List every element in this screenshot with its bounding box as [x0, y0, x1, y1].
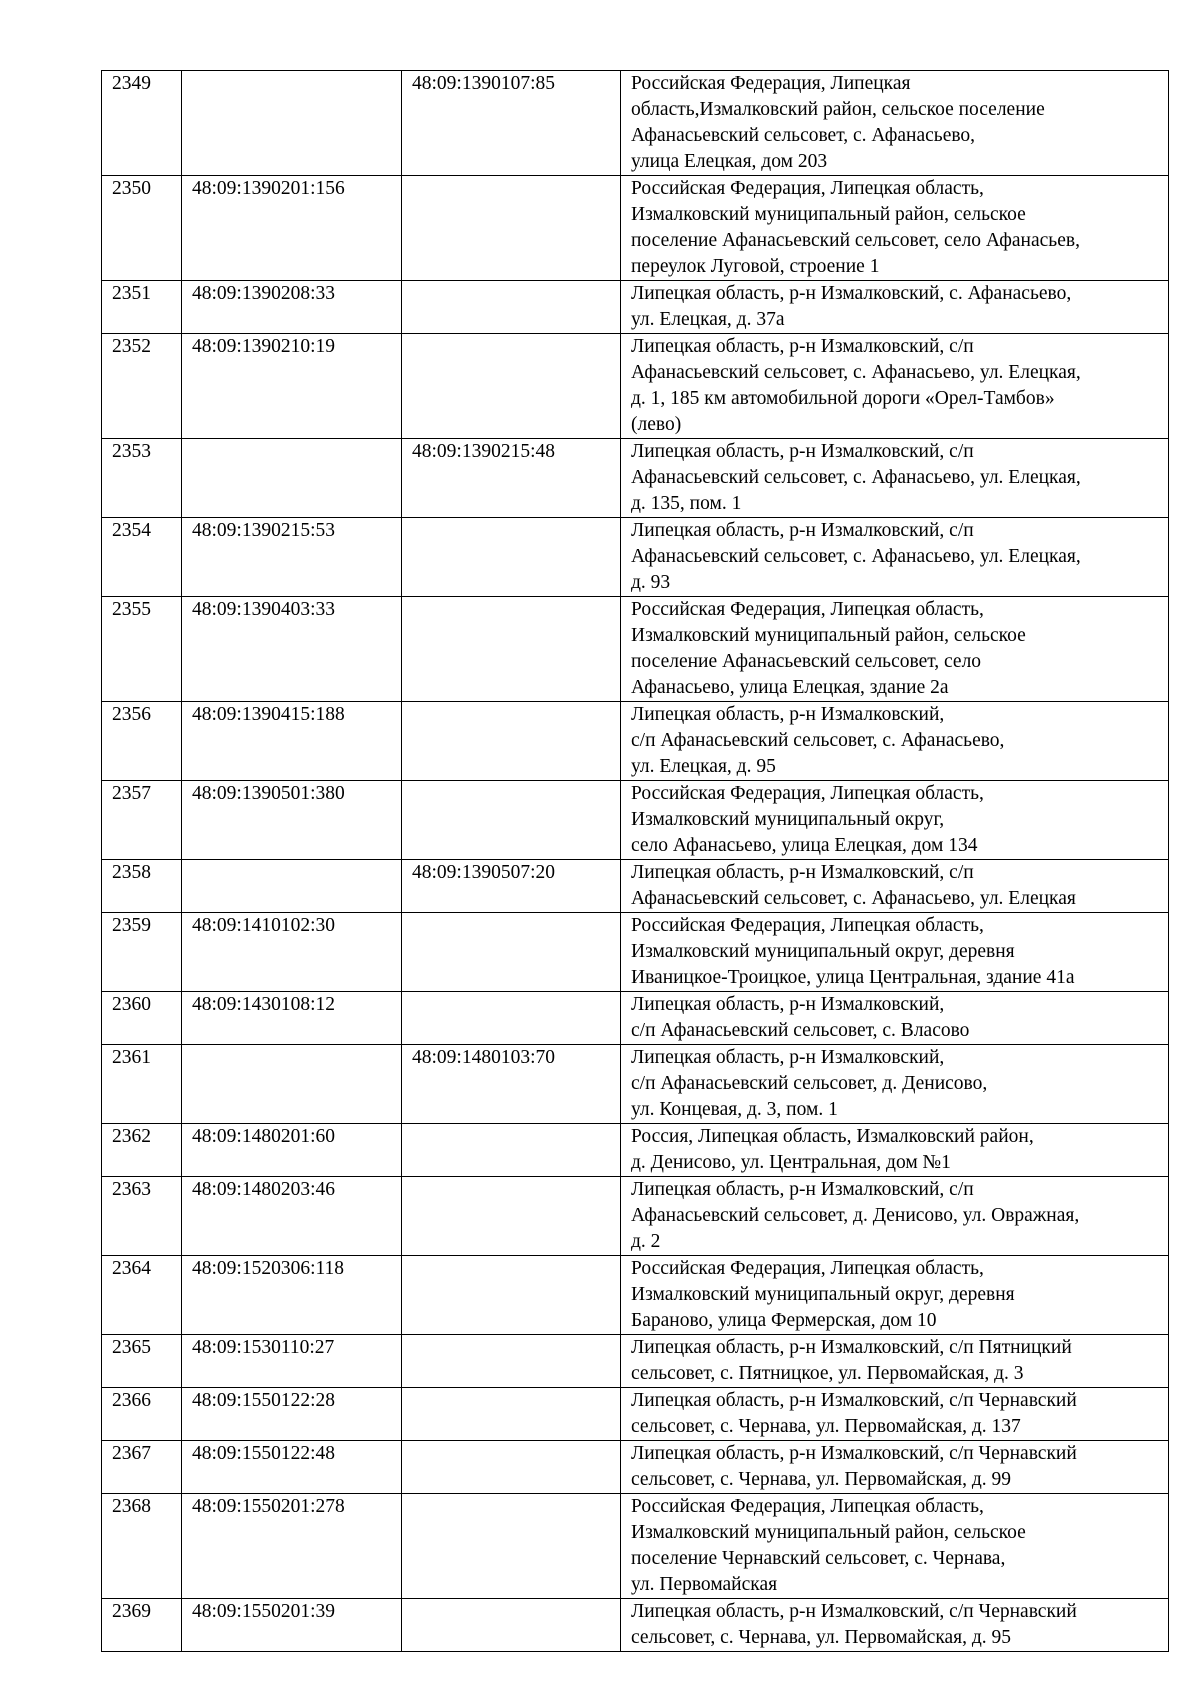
- building-cadastral-number-cell: [402, 702, 621, 781]
- building-cadastral-number-cell: [402, 992, 621, 1045]
- table-row: [102, 1177, 1169, 1256]
- table-row: [102, 1599, 1169, 1652]
- address-cell: Российская Федерация, Липецкая область, Измалковский муниципальный район, сельское поселение Афанасьевский сельсовет, село Афанасьево, улица Елецкая, здание 2а: [621, 597, 1169, 702]
- building-cadastral-number-cell: 48:09:1390507:20: [402, 860, 621, 913]
- building-cadastral-number-cell: [402, 597, 621, 702]
- address-cell: Российская Федерация, Липецкая область,Измалковский район, сельское поселение Афанасьевский сельсовет, с. Афанасьево, улица Елецкая, дом 203: [621, 71, 1169, 176]
- land-cadastral-number-cell: 48:09:1410102:30: [182, 913, 402, 992]
- building-cadastral-number-cell: [402, 781, 621, 860]
- address-cell: Липецкая область, р-н Измалковский, с/п Афанасьевский сельсовет, с. Афанасьево, ул. Елецкая: [621, 860, 1169, 913]
- table-row: [102, 992, 1169, 1045]
- row-number-cell: 2358: [102, 860, 182, 913]
- table-row: [102, 597, 1169, 702]
- address-cell: Липецкая область, р-н Измалковский, с/п Афанасьевский сельсовет, д. Денисово, ул. Концевая, д. 3, пом. 1: [621, 1045, 1169, 1124]
- building-cadastral-number-cell: [402, 913, 621, 992]
- building-cadastral-number-cell: [402, 1256, 621, 1335]
- row-number-cell: 2369: [102, 1599, 182, 1652]
- row-number-cell: 2355: [102, 597, 182, 702]
- row-number-cell: 2360: [102, 992, 182, 1045]
- land-cadastral-number-cell: [182, 860, 402, 913]
- building-cadastral-number-cell: 48:09:1480103:70: [402, 1045, 621, 1124]
- address-cell: Российская Федерация, Липецкая область, Измалковский муниципальный округ, деревня Иваницкое-Троицкое, улица Центральная, здание 41а: [621, 913, 1169, 992]
- land-cadastral-number-cell: 48:09:1390403:33: [182, 597, 402, 702]
- address-cell: Липецкая область, р-н Измалковский, с/п Пятницкий сельсовет, с. Пятницкое, ул. Первомайская, д. 3: [621, 1335, 1169, 1388]
- building-cadastral-number-cell: [402, 1388, 621, 1441]
- table-row: [102, 1045, 1169, 1124]
- building-cadastral-number-cell: [402, 1441, 621, 1494]
- building-cadastral-number-cell: 48:09:1390107:85: [402, 71, 621, 176]
- row-number-cell: 2362: [102, 1124, 182, 1177]
- table-row: [102, 1494, 1169, 1599]
- table-row: [102, 176, 1169, 281]
- row-number-cell: 2357: [102, 781, 182, 860]
- building-cadastral-number-cell: [402, 518, 621, 597]
- table-row: [102, 334, 1169, 439]
- address-cell: Липецкая область, р-н Измалковский, с. Афанасьево, ул. Елецкая, д. 37а: [621, 281, 1169, 334]
- address-cell: Липецкая область, р-н Измалковский, с/п Афанасьевский сельсовет, с. Власово: [621, 992, 1169, 1045]
- address-cell: Липецкая область, р-н Измалковский, с/п Чернавский сельсовет, с. Чернава, ул. Первомайская, д. 99: [621, 1441, 1169, 1494]
- land-cadastral-number-cell: 48:09:1390208:33: [182, 281, 402, 334]
- table-row: [102, 781, 1169, 860]
- building-cadastral-number-cell: [402, 1599, 621, 1652]
- row-number-cell: 2356: [102, 702, 182, 781]
- building-cadastral-number-cell: [402, 1124, 621, 1177]
- land-cadastral-number-cell: 48:09:1550122:28: [182, 1388, 402, 1441]
- building-cadastral-number-cell: [402, 281, 621, 334]
- row-number-cell: 2367: [102, 1441, 182, 1494]
- table-row: [102, 702, 1169, 781]
- address-cell: Российская Федерация, Липецкая область, Измалковский муниципальный округ, село Афанасьево, улица Елецкая, дом 134: [621, 781, 1169, 860]
- address-cell: Липецкая область, р-н Измалковский, с/п Афанасьевский сельсовет, с. Афанасьево, ул. Елецкая, д. 1, 185 км автомобильной дороги «Орел-Тамбов» (лево): [621, 334, 1169, 439]
- table-row: [102, 439, 1169, 518]
- address-cell: Российская Федерация, Липецкая область, Измалковский муниципальный район, сельское поселение Афанасьевский сельсовет, село Афанасьев, переулок Луговой, строение 1: [621, 176, 1169, 281]
- row-number-cell: 2363: [102, 1177, 182, 1256]
- land-cadastral-number-cell: [182, 1045, 402, 1124]
- row-number-cell: 2353: [102, 439, 182, 518]
- land-cadastral-number-cell: 48:09:1550122:48: [182, 1441, 402, 1494]
- row-number-cell: 2368: [102, 1494, 182, 1599]
- land-cadastral-number-cell: 48:09:1520306:118: [182, 1256, 402, 1335]
- address-cell: Россия, Липецкая область, Измалковский район, д. Денисово, ул. Центральная, дом №1: [621, 1124, 1169, 1177]
- table-row: [102, 913, 1169, 992]
- address-cell: Липецкая область, р-н Измалковский, с/п Чернавский сельсовет, с. Чернава, ул. Первомайская, д. 95: [621, 1599, 1169, 1652]
- table-row: [102, 71, 1169, 176]
- land-cadastral-number-cell: 48:09:1390210:19: [182, 334, 402, 439]
- row-number-cell: 2354: [102, 518, 182, 597]
- table-row: [102, 1124, 1169, 1177]
- address-cell: Липецкая область, р-н Измалковский, с/п Афанасьевский сельсовет, д. Денисово, ул. Овражная, д. 2: [621, 1177, 1169, 1256]
- table-row: [102, 281, 1169, 334]
- address-cell: Липецкая область, р-н Измалковский, с/п Афанасьевский сельсовет, с. Афанасьево, ул. Елецкая, д. 95: [621, 702, 1169, 781]
- address-register-table: [101, 70, 1169, 1652]
- table-row: [102, 1335, 1169, 1388]
- land-cadastral-number-cell: 48:09:1550201:39: [182, 1599, 402, 1652]
- address-cell: Российская Федерация, Липецкая область, Измалковский муниципальный округ, деревня Бараново, улица Фермерская, дом 10: [621, 1256, 1169, 1335]
- building-cadastral-number-cell: [402, 1494, 621, 1599]
- row-number-cell: 2349: [102, 71, 182, 176]
- row-number-cell: 2359: [102, 913, 182, 992]
- address-cell: Российская Федерация, Липецкая область, Измалковский муниципальный район, сельское поселение Чернавский сельсовет, с. Чернава, ул. Первомайская: [621, 1494, 1169, 1599]
- land-cadastral-number-cell: 48:09:1430108:12: [182, 992, 402, 1045]
- address-cell: Липецкая область, р-н Измалковский, с/п Афанасьевский сельсовет, с. Афанасьево, ул. Елецкая, д. 135, пом. 1: [621, 439, 1169, 518]
- row-number-cell: 2350: [102, 176, 182, 281]
- building-cadastral-number-cell: 48:09:1390215:48: [402, 439, 621, 518]
- land-cadastral-number-cell: 48:09:1390201:156: [182, 176, 402, 281]
- address-cell: Липецкая область, р-н Измалковский, с/п Афанасьевский сельсовет, с. Афанасьево, ул. Елецкая, д. 93: [621, 518, 1169, 597]
- land-cadastral-number-cell: 48:09:1480203:46: [182, 1177, 402, 1256]
- row-number-cell: 2352: [102, 334, 182, 439]
- row-number-cell: 2365: [102, 1335, 182, 1388]
- address-cell: Липецкая область, р-н Измалковский, с/п Чернавский сельсовет, с. Чернава, ул. Первомайская, д. 137: [621, 1388, 1169, 1441]
- table-row: [102, 1388, 1169, 1441]
- building-cadastral-number-cell: [402, 1335, 621, 1388]
- table-row: [102, 860, 1169, 913]
- land-cadastral-number-cell: 48:09:1480201:60: [182, 1124, 402, 1177]
- row-number-cell: 2351: [102, 281, 182, 334]
- table-row: [102, 1256, 1169, 1335]
- table-body: [102, 71, 1169, 1652]
- row-number-cell: 2361: [102, 1045, 182, 1124]
- building-cadastral-number-cell: [402, 176, 621, 281]
- land-cadastral-number-cell: 48:09:1390415:188: [182, 702, 402, 781]
- row-number-cell: 2364: [102, 1256, 182, 1335]
- building-cadastral-number-cell: [402, 1177, 621, 1256]
- table-row: [102, 1441, 1169, 1494]
- land-cadastral-number-cell: [182, 439, 402, 518]
- table-row: [102, 518, 1169, 597]
- land-cadastral-number-cell: [182, 71, 402, 176]
- land-cadastral-number-cell: 48:09:1390215:53: [182, 518, 402, 597]
- row-number-cell: 2366: [102, 1388, 182, 1441]
- land-cadastral-number-cell: 48:09:1390501:380: [182, 781, 402, 860]
- land-cadastral-number-cell: 48:09:1530110:27: [182, 1335, 402, 1388]
- land-cadastral-number-cell: 48:09:1550201:278: [182, 1494, 402, 1599]
- building-cadastral-number-cell: [402, 334, 621, 439]
